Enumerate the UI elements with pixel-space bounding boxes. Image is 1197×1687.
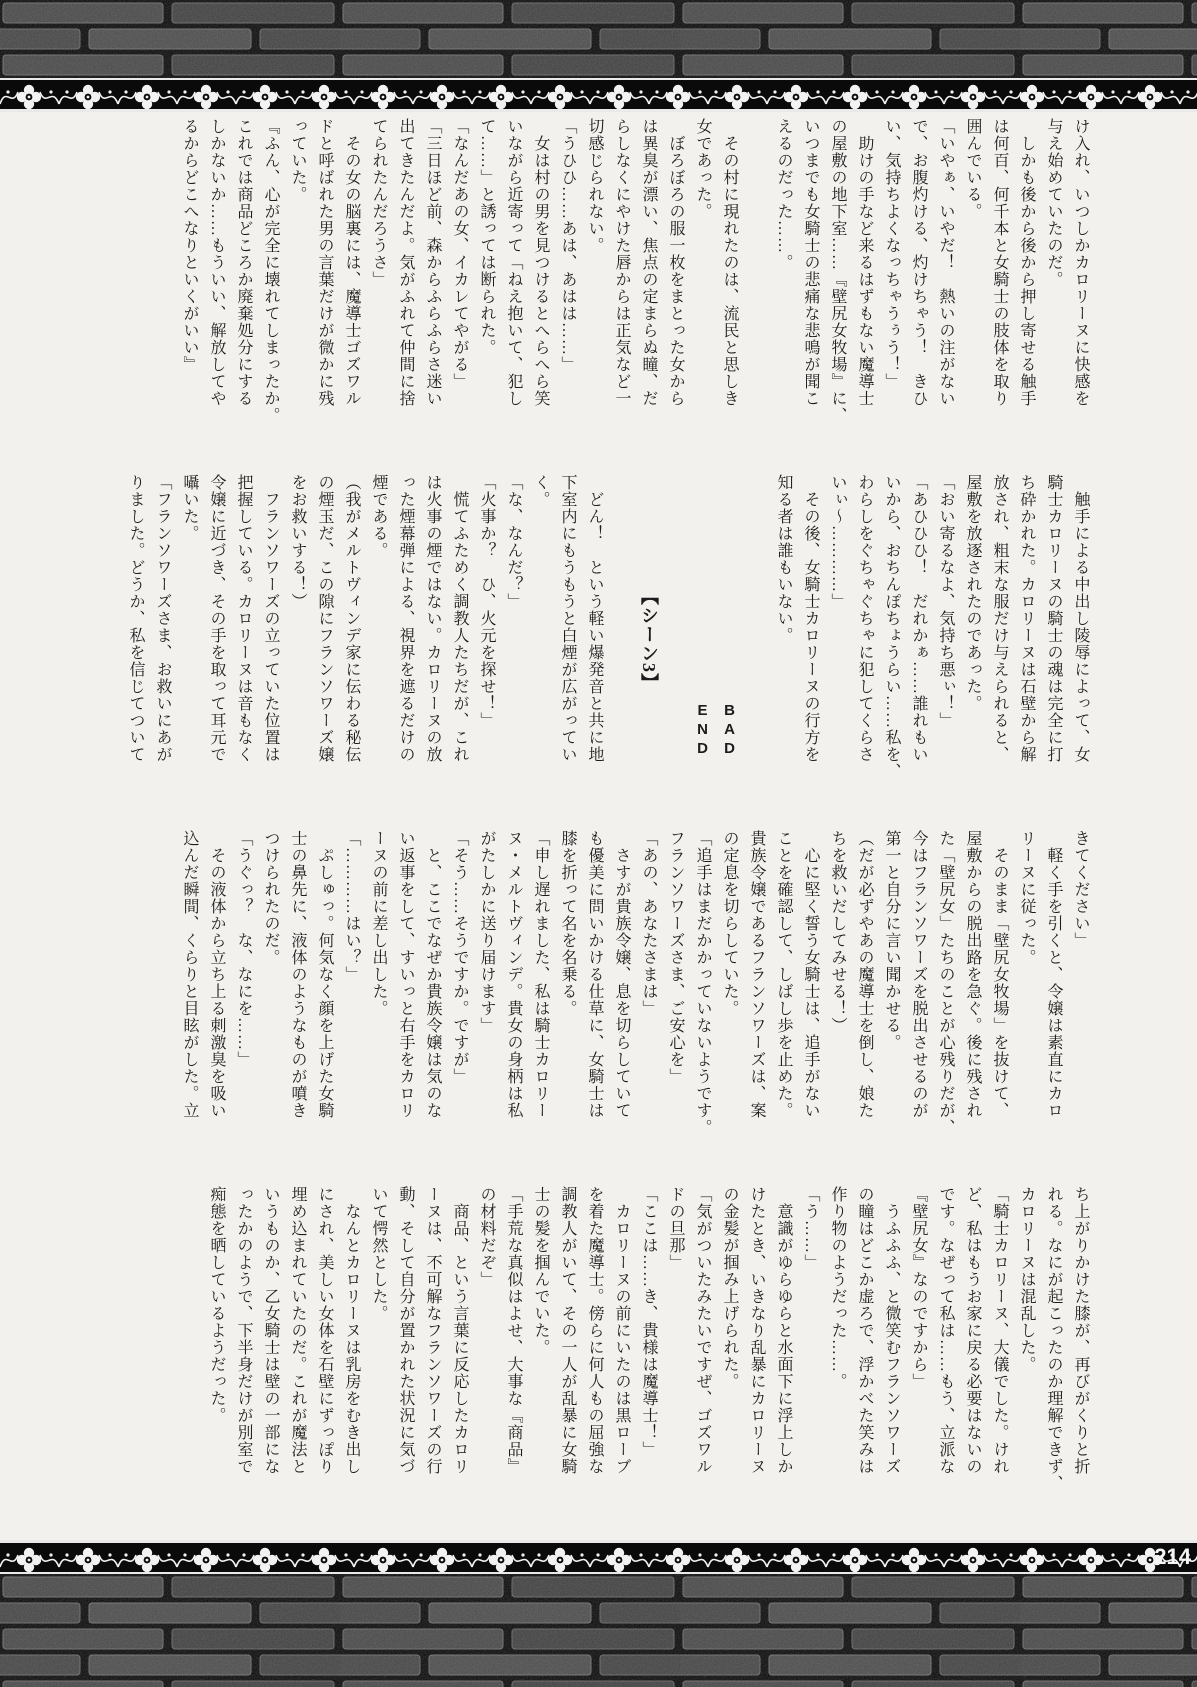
text-column: カロリーヌの前にいたのは黒ローブ [613, 1186, 630, 1475]
text-band-1 [0, 118, 1197, 474]
text-column: は火事の煙ではない。カロリーヌの放 [424, 474, 441, 763]
text-column: です。なぜって私は……もう、立派な [937, 1186, 954, 1475]
text-column: け入れ、いつしかカロリーヌに快感を [1072, 118, 1089, 407]
text-column: た「壁尻女」たちのことが心残りだが、 [937, 830, 954, 1136]
text-column: ちを救いだしてみせる！） [829, 830, 846, 1034]
text-column: 「申し遅れました、私は騎士カロリー [532, 830, 549, 1119]
text-column: にされ、美しい女体を石壁にずっぽり [316, 1186, 333, 1475]
text-column: その液体から立ち上る刺激臭を吸い [208, 830, 225, 1119]
text-column: 「なんだあの女、イカレてやがる」 [451, 118, 468, 390]
text-column: 出てきたんだよ。気がふれて仲間に捨 [397, 118, 414, 407]
text-column: 下室内にもうもうと白煙が広がってい [559, 474, 576, 763]
text-column: 「う……」 [802, 1186, 819, 1271]
text-column: らしなくにやけた唇からは正気など一 [613, 118, 630, 407]
text-column: 騎士カロリーヌの騎士の魂は完全に打 [1045, 474, 1062, 763]
text-column: ドと呼ばれた男の言葉だけが微かに残 [316, 118, 333, 407]
text-column: 「手荒な真似はよせ、大事な『商品』 [505, 1186, 522, 1475]
text-column: いうものか、乙女騎士は壁の一部にな [262, 1186, 279, 1475]
text-column: いから、おちんぽちょうらい……私を、 [883, 474, 900, 780]
column-gap [743, 474, 770, 818]
text-column: 軽く手を引くと、令嬢は素直にカロ [1045, 830, 1062, 1119]
text-column: どん！ という軽い爆発音と共に地 [586, 474, 603, 763]
text-column: と、ここでなぜか貴族令嬢は気のな [424, 830, 441, 1119]
text-column: フランソワーズさま、ご安心を」 [667, 830, 684, 1085]
text-column: しかないか……もういい、解放してや [208, 118, 225, 407]
text-column: ーヌは、不可解なフランソワーズの行 [424, 1186, 441, 1475]
text-column: 膝を折って名を名乗る。 [559, 830, 576, 1017]
text-column: その女の脳裏には、魔導士ゴズワル [343, 118, 360, 407]
brick-border-bottom [0, 1574, 1197, 1687]
text-column: 埋め込まれていたのだ。これが魔法と [289, 1186, 306, 1475]
text-column: 屋敷を放逐されたのであった。 [964, 474, 981, 712]
column-gap [743, 118, 770, 462]
text-column: 「あひひひ！ だれかぁ……誰れもい [910, 474, 927, 763]
text-column: フランソワーズの立っていた位置は [262, 474, 279, 763]
text-column: 令嬢に近づき、その手を取って耳元で [208, 474, 225, 763]
text-column: の金髪が掴み上げられた。 [721, 1186, 738, 1390]
text-column: ち上がりかけた膝が、再びがくりと折 [1072, 1186, 1089, 1475]
text-column: （我がメルトヴィンデ家に伝わる秘伝 [343, 474, 360, 763]
text-column: 女であった。 [694, 118, 711, 220]
text-column: っていた。 [289, 118, 306, 203]
text-column: わらしをぐちゃぐちゃに犯してくらさ [856, 474, 873, 763]
text-column: いつまでも女騎士の悲痛な悲鳴が聞こ [802, 118, 819, 407]
text-column: 「いやぁ、いやだ！ 熱いの注がない [937, 118, 954, 407]
text-band-2 [0, 474, 1197, 830]
text-column: 「火事か？ ひ、火元を探せ！」 [478, 474, 495, 729]
column-gap [608, 474, 635, 818]
page-body [0, 112, 1197, 1540]
text-column: 「うぐっ？ な、なにを……」 [235, 830, 252, 1068]
text-column: その村に現れたのは、流民と思しき [721, 118, 738, 407]
vertical-text-block [176, 118, 1094, 462]
scene-heading: 【シーン3】 [639, 587, 659, 692]
text-column: 把握している。カロリーヌは音もなく [235, 474, 252, 763]
text-column: てられたんだろうさ」 [370, 118, 387, 288]
bad-end-label: BAD END [694, 702, 738, 759]
text-column: 貴族令嬢であるフランソワーズは、案 [748, 830, 765, 1119]
text-column: （だが必ずやあの魔導士を倒し、娘た [856, 830, 873, 1119]
text-column: の屋敷の地下室……『壁尻女牧場』に、 [829, 118, 846, 424]
text-column: 『ふん、心が完全に壊れてしまったか。 [262, 118, 279, 424]
text-column: いぃ～…………」 [829, 474, 846, 610]
text-column: の瞳はどこか虚ろで、浮かべた笑みは [856, 1186, 873, 1475]
text-column: 与え始めていたのだ。 [1045, 118, 1062, 288]
text-column: がたしかに送り届けます」 [478, 830, 495, 1034]
text-column: の定息を切らしていた。 [721, 830, 738, 1017]
text-column: く。 [532, 474, 549, 508]
text-column: は異臭が漂い、焦点の定まらぬ瞳、だ [640, 118, 657, 407]
text-column: 女は村の男を見つけるとへらへら笑 [532, 118, 549, 407]
text-column: 「騎士カロリーヌ、大儀でした。けれ [991, 1186, 1008, 1475]
text-column: 助けの手など来るはずもない魔導士 [856, 118, 873, 407]
text-column: ど、私はもうお家に戻る必要はないの [964, 1186, 981, 1475]
text-column: ことを確認して、しばし歩を止めた。 [775, 830, 792, 1119]
text-band-4 [0, 1186, 1197, 1542]
text-column: ーヌの前に差し出した。 [370, 830, 387, 1017]
text-column: 「気がついたみたいですぜ、ゴズワル [694, 1186, 711, 1475]
text-column: で、お腹灼ける、灼けちゃう！ きひ [910, 118, 927, 407]
page-number: 214 [1154, 1544, 1191, 1569]
text-column: そのまま「壁尻女牧場」を抜けて、 [991, 830, 1008, 1119]
text-column: その後、女騎士カロリーヌの行方を [802, 474, 819, 763]
text-column: つけられたのだ。 [262, 830, 279, 966]
ornamental-border-bottom [0, 1540, 1197, 1574]
text-band-3 [0, 830, 1197, 1186]
text-column: 「フランソワーズさま、お救いにあが [154, 474, 171, 763]
text-column: 切感じられない。 [586, 118, 603, 254]
text-column: の煙玉だ、この隙にフランソワーズ嬢 [316, 474, 333, 763]
text-column: の材料だぞ」 [478, 1186, 495, 1288]
text-column: なんとカロリーヌは乳房をむき出し [343, 1186, 360, 1475]
text-column: これでは商品どころか廃棄処分にする [235, 118, 252, 407]
text-column: 囁いた。 [181, 474, 198, 542]
text-column: 慌てふためく調教人たちだが、これ [451, 474, 468, 763]
text-column: 「三日ほど前、森からふらふらさ迷い [424, 118, 441, 407]
text-column: 商品、という言葉に反応したカロリ [451, 1186, 468, 1475]
text-column: カロリーヌは混乱した。 [1018, 1186, 1035, 1373]
ornamental-border-top [0, 78, 1197, 112]
text-column: 意識がゆらゆらと水面下に浮上しか [775, 1186, 792, 1475]
text-column: も優美に問いかける仕草に、女騎士は [586, 830, 603, 1119]
text-column: 「…………はい？」 [343, 830, 360, 983]
text-column: 「な、なんだ？」 [505, 474, 522, 610]
text-column: ぼろぼろの服一枚をまとった女から [667, 118, 684, 407]
text-column: 込んだ瞬間、くらりと目眩がした。立 [181, 830, 198, 1119]
text-column: リーヌに従った。 [1018, 830, 1035, 966]
column-gap [662, 474, 689, 818]
text-column: 動、そして自分が置かれた状況に気づ [397, 1186, 414, 1475]
text-column: 屋敷からの脱出路を急ぐ。後に残され [964, 830, 981, 1119]
text-column: 士の髪を掴んでいた。 [532, 1186, 549, 1356]
text-column: いながら近寄って「ねえ抱いて、犯し [505, 118, 522, 407]
text-column: 調教人がいて、その一人が乱暴に女騎 [559, 1186, 576, 1475]
text-column: 「うひひ……あは、あはは……」 [559, 118, 576, 373]
vertical-text-block [176, 830, 1094, 1174]
vertical-text-block [122, 474, 1094, 818]
text-column: い、気持ちよくなっちゃうぅう！」 [883, 118, 900, 390]
text-column: ぷしゅっ。何気なく顔を上げた女騎 [316, 830, 333, 1119]
text-column: 痴態を晒しているようだった。 [208, 1186, 225, 1424]
text-column: りました。どうか、私を信じてついて [127, 474, 144, 763]
text-column: 今はフランソワーズを脱出させるのが [910, 830, 927, 1119]
text-column: るからどこへなりといくがいい』 [181, 118, 198, 373]
text-column: 心に堅く誓う女騎士は、追手がない [802, 830, 819, 1119]
text-column: 「追手はまだかかっていないようです。 [694, 830, 711, 1136]
text-column: 煙である。 [370, 474, 387, 559]
text-column: さすが貴族令嬢、息を切らしていて [613, 830, 630, 1119]
text-column: は何百、何千本と女騎士の肢体を取り [991, 118, 1008, 407]
text-column: ドの旦那」 [667, 1186, 684, 1271]
text-column: けたとき、いきなり乱暴にカロリーヌ [748, 1186, 765, 1475]
vertical-text-block [203, 1186, 1094, 1530]
text-column: ち砕かれた。カロリーヌは石壁から解 [1018, 474, 1035, 763]
text-column: 『壁尻女』なのですから」 [910, 1186, 927, 1390]
text-column: 放され、粗末な服だけ与えられると、 [991, 474, 1008, 763]
text-column: れる。なにが起こったのか理解できず、 [1045, 1186, 1062, 1492]
text-column: をお救いする！） [289, 474, 306, 610]
text-column: ヌ・メルトヴィンデ。貴女の身柄は私 [505, 830, 522, 1119]
text-column: ったかのようで、下半身だけが別室で [235, 1186, 252, 1475]
text-column: いて愕然とした。 [370, 1186, 387, 1322]
text-column: 第一と自分に言い聞かせる。 [883, 830, 900, 1051]
text-column: 「あの、あなたさまは」 [640, 830, 657, 1017]
text-column: て……」と誘っては断られた。 [478, 118, 495, 356]
text-column: を着た魔導士。傍らに何人もの屈強な [586, 1186, 603, 1475]
text-column: きてください」 [1072, 830, 1089, 949]
text-column: い返事をして、すいっと右手をカロリ [397, 830, 414, 1119]
text-column: 知る者は誰もいない。 [775, 474, 792, 644]
text-column: 囲んでいる。 [964, 118, 981, 220]
text-column: 作り物のようだった……。 [829, 1186, 846, 1390]
text-column: しかも後から後から押し寄せる触手 [1018, 118, 1035, 407]
text-column: うふふふ、と微笑むフランソワーズ [883, 1186, 900, 1475]
text-column: 士の鼻先に、液体のようなものが噴き [289, 830, 306, 1119]
text-column: 触手による中出し陵辱によって、女 [1072, 474, 1089, 763]
text-column: った煙幕弾による、視界を遮るだけの [397, 474, 414, 763]
text-column: えるのだった……。 [775, 118, 792, 271]
text-column: 「おい寄るなよ、気持ち悪ぃ！」 [937, 474, 954, 729]
text-column: 「ここは……き、貴様は魔導士！」 [640, 1186, 657, 1458]
brick-border-top [0, 0, 1197, 78]
text-column: 「そう……そうですか。ですが」 [451, 830, 468, 1085]
